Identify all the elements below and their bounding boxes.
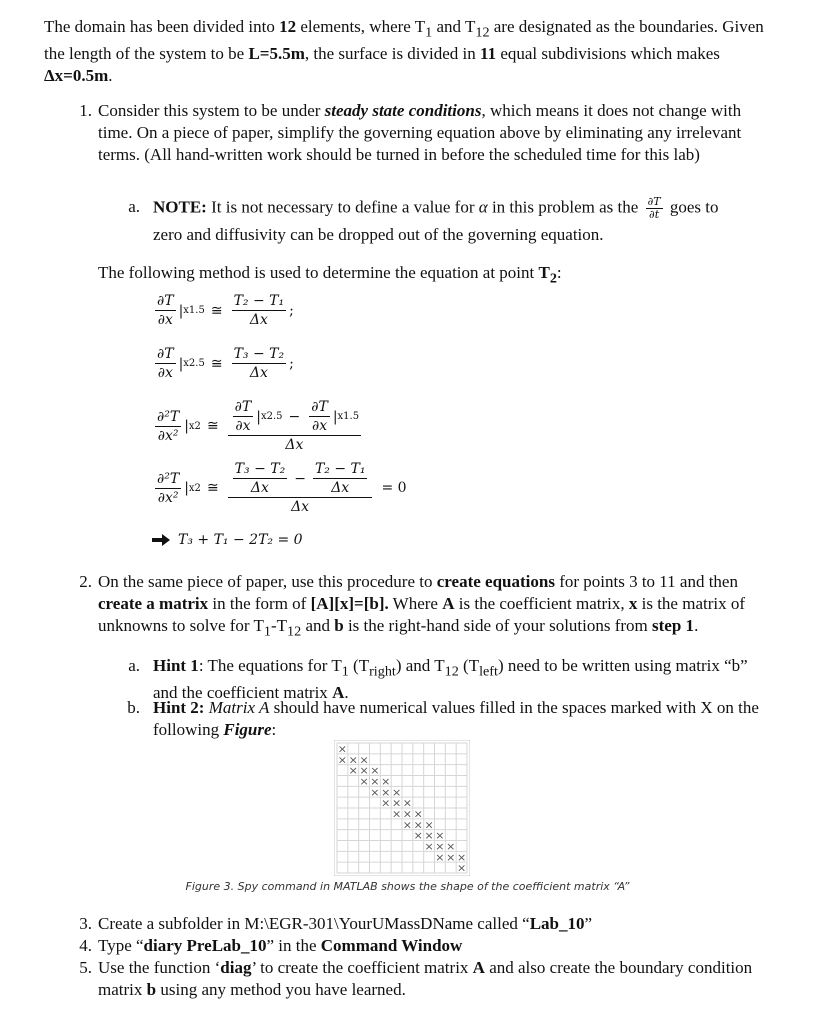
- spy-marker: ×: [348, 764, 358, 778]
- spy-marker: ×: [435, 829, 445, 843]
- spy-marker: ×: [402, 807, 413, 821]
- denominator: ∂x: [235, 418, 251, 434]
- equals-zero: = 0: [381, 480, 407, 496]
- spy-marker: ×: [359, 774, 369, 788]
- text: is the coefficient matrix,: [454, 594, 629, 613]
- intro-paragraph: [44, 16, 774, 87]
- numerator: ∂²T: [157, 470, 180, 487]
- text: :: [556, 263, 562, 282]
- item-3-number: 3.: [79, 914, 92, 933]
- steady-state-term: steady state conditions: [324, 101, 482, 120]
- numerator: ∂T: [234, 399, 252, 415]
- subscript: 1: [263, 623, 271, 640]
- spy-marker: ×: [391, 785, 402, 799]
- command-text: diary PreLab_10: [143, 936, 267, 955]
- second-derivative: [155, 470, 181, 507]
- item-5-number: 5.: [79, 958, 92, 977]
- subscript: 12: [475, 24, 490, 41]
- bold-term: create a matrix: [98, 594, 209, 613]
- dx-value: Δx=0.5m: [44, 66, 109, 86]
- point-label: T: [538, 263, 550, 282]
- intro-text: .: [108, 66, 113, 86]
- text: , which means it does not change with time. On a piece of paper, simplify the governing equation above by eliminating any irrelevant terms. (All hand-written work should be turned in before the scheduled time for this lab): [98, 101, 742, 164]
- derivative: [233, 398, 254, 435]
- folder-name: Lab_10: [529, 914, 585, 933]
- numerator: ∂T: [157, 346, 174, 362]
- bold-term: x: [628, 594, 638, 613]
- numerator: ∂T: [647, 195, 661, 208]
- derivative: [309, 398, 330, 435]
- numerator: T₃ − T₂: [234, 461, 286, 477]
- bold-term: b: [334, 616, 344, 635]
- spy-marker: ×: [381, 774, 391, 788]
- right-arrow-icon: [152, 533, 170, 547]
- italic-term: Matrix A: [208, 698, 270, 717]
- element-count: 12: [279, 17, 297, 36]
- derivative: [155, 292, 176, 329]
- bold-term: [A][x]=[b].: [310, 594, 389, 613]
- text: .: [694, 616, 699, 635]
- intro-text: and T: [432, 17, 476, 36]
- item-1a-number: a.: [128, 197, 140, 216]
- bold-term: b: [146, 980, 157, 999]
- item-1a-line2: zero and diffusivity can be dropped out of the governing equation.: [153, 225, 604, 244]
- spy-marker: ×: [413, 829, 423, 843]
- text: It is not necessary to define a value for: [206, 197, 479, 217]
- text: :: [271, 720, 277, 739]
- text: and also create the boundary condition matrix: [98, 958, 753, 999]
- text: ) and T: [395, 656, 445, 675]
- text: for points 3 to 11 and then: [554, 572, 738, 591]
- item-1-number: 1.: [79, 101, 92, 120]
- item-2-number: 2.: [79, 572, 92, 591]
- compound-quotient: [228, 460, 373, 516]
- subscript: 2: [549, 270, 557, 287]
- text: in the form of: [208, 594, 311, 613]
- intro-text: are designated as the boundaries. Given the length of the system to be: [44, 17, 764, 64]
- spy-marker: ×: [359, 764, 369, 778]
- approx-symbol: ≅: [206, 418, 219, 434]
- difference-quotient: [232, 345, 287, 382]
- note-label: NOTE:: [153, 197, 207, 217]
- spy-marker: ×: [391, 796, 402, 810]
- text: Where: [388, 594, 443, 613]
- numerator: $\frac{\partial T}{\partial x}$ | x2.5 − $\frac{\partial T}{\partial x}$ | x1.5: [228, 398, 361, 436]
- item-1a-text: [153, 196, 773, 221]
- text: (T: [348, 656, 370, 675]
- spy-marker: ×: [381, 796, 391, 810]
- text: .: [344, 683, 349, 703]
- text: ” in the: [266, 936, 321, 955]
- alpha-symbol: α: [478, 197, 488, 217]
- approx-symbol: ≅: [210, 355, 223, 372]
- subscript: 12: [444, 663, 459, 680]
- eval-point: x2: [188, 482, 201, 494]
- method-text: [98, 262, 768, 289]
- approx-symbol: ≅: [210, 302, 223, 319]
- text: using any method you have learned.: [156, 980, 406, 999]
- intro-text: , the surface is divided in: [304, 44, 481, 64]
- item-2a-number: a.: [128, 656, 140, 675]
- equation-3: $\frac{\text{∂²T}}{\text{∂x²}}$ | x2 ≅ $\frac{\partial T}{\partial x}$ | x2.5 − $\frac{\partial T}{\partial x}$ | x1.5 Δx: [157, 399, 360, 453]
- intro-text: equal subdivisions which makes: [496, 44, 720, 64]
- spy-marker: ×: [337, 753, 348, 767]
- text: ’ to create the coefficient matrix: [251, 958, 473, 977]
- denominator: Δx: [249, 312, 268, 328]
- spy-marker: ×: [337, 742, 348, 756]
- denominator: ∂x: [157, 365, 173, 381]
- compound-quotient: [228, 398, 361, 454]
- spy-marker: ×: [370, 785, 380, 799]
- eval-point: x2.5: [260, 410, 283, 422]
- equation-4: $\frac{\text{∂²T}}{\text{∂x²}}$ | x2 ≅ $\frac{\text{T₃ − T₂}}{\Delta x}$ − $\frac{\text{T₂ − T₁}}{\Delta x}$ Δx = 0: [157, 461, 407, 515]
- subscript: 1: [425, 24, 433, 41]
- item-4-text: [98, 935, 770, 957]
- text: is the right-hand side of your solutions from: [343, 616, 653, 635]
- intro-text: elements, where T: [296, 17, 426, 36]
- function-name: diag: [220, 958, 252, 977]
- spy-marker: ×: [370, 774, 380, 788]
- text: (T: [458, 656, 480, 675]
- spy-marker: ×: [402, 796, 413, 810]
- spy-matrix-figure: [334, 740, 470, 876]
- hint-label: Hint 2:: [153, 698, 205, 717]
- item-5-text: [98, 957, 770, 1001]
- text: Type “: [98, 936, 144, 955]
- text: Create a subfolder in M:\EGR-301\YourUMassDName called “: [98, 914, 530, 933]
- bold-term: A: [442, 594, 455, 613]
- result-text: T₃ + T₁ − 2T₂ = 0: [178, 532, 303, 548]
- denominator: ∂x²: [157, 427, 179, 444]
- minus-symbol: −: [288, 408, 301, 425]
- numerator: ∂T: [157, 293, 174, 309]
- item-2b-number: b.: [127, 698, 140, 717]
- text: -T: [270, 616, 288, 635]
- minus-symbol: −: [294, 470, 306, 487]
- intro-text: The domain has been divided into: [44, 17, 280, 36]
- second-derivative: [155, 408, 181, 445]
- text: in this problem as the: [487, 197, 643, 217]
- spy-marker: ×: [413, 807, 423, 821]
- denominator: Δx: [250, 480, 269, 496]
- text: should have numerical values filled in the spaces marked with X on the following: [153, 698, 759, 739]
- numerator: [228, 460, 373, 498]
- text: The following method is used to determine the equation at point: [98, 263, 539, 282]
- text: and: [301, 616, 335, 635]
- spy-marker: ×: [370, 764, 380, 778]
- eval-point: x1.5: [337, 410, 360, 422]
- result-equation: [152, 532, 303, 548]
- spy-marker: ×: [413, 818, 423, 832]
- text: Use the function ‘: [98, 958, 221, 977]
- numerator: ∂²T: [157, 408, 180, 425]
- text: Consider this system to be under: [98, 101, 325, 120]
- numerator: T₂ − T₁: [233, 293, 285, 309]
- numerator: T₃ − T₂: [233, 346, 285, 362]
- item-4-number: 4.: [79, 936, 92, 955]
- spy-marker: ×: [446, 850, 456, 864]
- text: ”: [584, 914, 593, 933]
- equation-2: $\frac{\partial T}{\partial x}$ | x2.5 ≅ $\frac{\text{T₃ − T₂}}{\Delta x}$ ;: [157, 346, 294, 381]
- difference-quotient: [232, 292, 287, 329]
- subscript: 12: [287, 623, 302, 640]
- denominator: Δx: [331, 480, 350, 496]
- eval-point: x2.5: [183, 358, 205, 369]
- spy-marker: ×: [424, 829, 434, 843]
- denominator: ∂x: [311, 418, 328, 434]
- denominator: ∂x²: [157, 489, 179, 506]
- hint-label: Hint 1: [153, 656, 199, 675]
- semicolon: ;: [289, 302, 294, 319]
- text: ) need to be written using matrix “b” and the coefficient matrix: [153, 656, 748, 703]
- eval-point: x1.5: [183, 305, 205, 316]
- eval-point: x2: [188, 420, 201, 432]
- derivative: [155, 345, 176, 382]
- spy-marker: ×: [402, 818, 413, 832]
- figure-caption: Figure 3. Spy command in MATLAB shows the shape of the coefficient matrix “A”: [185, 880, 630, 893]
- text: On the same piece of paper, use this procedure to: [98, 572, 437, 591]
- numerator: ∂T: [311, 399, 328, 415]
- subscript: right: [369, 663, 396, 680]
- item-2-text: [98, 571, 770, 642]
- denominator: ∂x: [157, 312, 173, 328]
- item-3-text: [98, 913, 770, 935]
- semicolon: ;: [289, 355, 294, 372]
- spy-marker: ×: [435, 850, 445, 864]
- figure-term: Figure: [223, 720, 272, 739]
- command-window-term: Command Window: [320, 936, 463, 955]
- spy-marker: ×: [424, 839, 434, 853]
- spy-marker: ×: [456, 850, 467, 864]
- denominator: Δx: [249, 365, 268, 381]
- approx-symbol: ≅: [206, 480, 219, 496]
- subscript: left: [479, 663, 498, 680]
- text: is the matrix of unknowns to solve for T: [98, 594, 746, 635]
- text: goes to: [665, 197, 719, 217]
- spy-marker: ×: [381, 785, 391, 799]
- item-1-text: [98, 100, 768, 166]
- equation-1: $\frac{\partial T}{\partial x}$ | x1.5 ≅ $\frac{\text{T₂ − T₁}}{\Delta x}$ ;: [157, 293, 294, 328]
- subdivision-count: 11: [480, 44, 497, 64]
- dT-dt-fraction: [646, 196, 663, 221]
- denominator: Δx: [291, 499, 310, 515]
- item-2b-text: [153, 697, 773, 741]
- spy-marker: ×: [424, 818, 434, 832]
- spy-marker: ×: [359, 753, 369, 767]
- spy-marker: ×: [456, 861, 467, 875]
- bold-term: create equations: [436, 572, 555, 591]
- spy-marker: ×: [446, 839, 456, 853]
- spy-marker: ×: [348, 753, 358, 767]
- difference-quotient: [233, 460, 288, 497]
- spy-marker: ×: [391, 807, 402, 821]
- spy-marker: ×: [435, 839, 445, 853]
- subscript: 1: [341, 663, 349, 680]
- denominator: ∂t: [649, 208, 660, 221]
- text: : The equations for T: [198, 656, 342, 675]
- bold-term: step 1: [652, 616, 695, 635]
- bold-term: A: [472, 958, 485, 977]
- length-value: L=5.5m: [248, 44, 305, 64]
- bold-term: A: [332, 683, 345, 703]
- difference-quotient: [313, 460, 368, 497]
- denominator: Δx: [285, 437, 304, 453]
- numerator: T₂ − T₁: [314, 461, 366, 477]
